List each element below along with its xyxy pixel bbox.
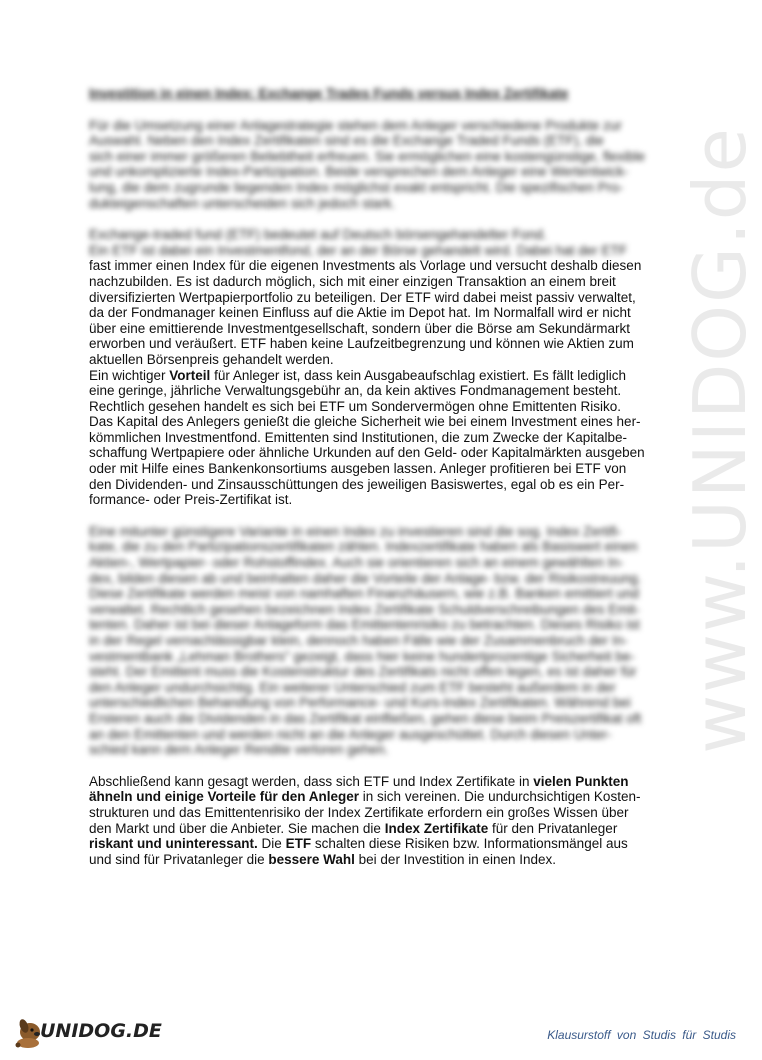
text-line: Das Kapital des Anlegers genießt die gleiche Sicherheit wie bei einem Investment eines her- <box>89 414 641 430</box>
watermark: www.UNIDOG.de <box>678 126 762 754</box>
text-line: Ein ETF ist dabei ein Investmentfond, der an der Börse gehandelt wird. Dabei hat der ETF <box>89 242 628 258</box>
text-line: an den Emittenten und werden nicht an die Anleger ausgeschüttet. Durch diesen Unter- <box>89 726 612 742</box>
text-span: bei der Investition in einen Index. <box>354 851 557 867</box>
text-line <box>89 836 665 852</box>
text-line: formance- oder Preis-Zertifikat ist. <box>89 492 293 508</box>
bold-text: ähneln und einige Vorteile für den Anleger <box>89 789 360 805</box>
document-title: Investition in einen Index: Exchange Trades Funds versus Index Zertifikate <box>89 86 569 101</box>
text-line: steht. Der Emittent muss die Kostenstruktur des Zertifikats nicht offen legen, es ist daher für <box>89 664 637 680</box>
text-line: Exchange-traded fund (ETF) bedeutet auf Deutsch börsengehandelter Fond. <box>89 227 547 243</box>
text-span: den Markt und über die Anbieter. Sie machen die <box>89 820 385 836</box>
text-line: über eine emittierende Investmentgesellschaft, sondern über die Börse am Sekundärmarkt <box>89 320 631 336</box>
text-line: dukteigenschaften unterscheiden sich jedoch stark. <box>89 195 396 211</box>
text-line: Diese Zertifikate werden meist von namhaften Finanzhäusern, wie z.B. Banken emittiert und <box>89 586 640 602</box>
text-line: kate, die zu den Partizipationszertifikaten zählen. Indexzertifikate haben als Basiswert einen <box>89 539 638 555</box>
text-line <box>89 821 665 837</box>
vorteil-paragraph <box>89 368 665 508</box>
text-line: verwaltet. Rechtlich gesehen bezeichnen Index Zertifikate Schuldverschreibungen des Emit- <box>89 601 640 617</box>
bold-text: Index Zertifikate <box>384 820 489 836</box>
text-line: Auswahl. Neben den Index Zertifikaten sind es die Exchange Traded Funds (ETF), die <box>89 133 604 149</box>
text-line: strukturen und das Emittentenrisiko der Index Zertifikate erfordern ein großes Wissen über <box>89 804 629 820</box>
text-span: für Anleger ist, dass kein Ausgabeaufschlag existiert. Es fällt lediglich <box>210 367 627 383</box>
text-line <box>89 852 665 868</box>
text-span: in sich vereinen. Die undurchsichtigen Kosten- <box>359 789 641 805</box>
text-line: kömmlichen Investmentfond. Emittenten sind Institutionen, die zum Zwecke der Kapitalbe- <box>89 429 628 445</box>
text-line: da der Fondmanager keinen Einfluss auf die Aktie im Depot hat. Im Normalfall wird er nicht <box>89 305 631 321</box>
zertifikate-paragraph <box>89 524 665 758</box>
text-span: Die <box>257 836 286 852</box>
bold-text: riskant und uninteressant. <box>89 836 258 852</box>
bold-text: ETF <box>285 836 312 852</box>
etf-paragraph <box>89 227 665 367</box>
text-line: aktuellen Börsenpreis gehandelt werden. <box>89 351 334 367</box>
text-line: den Dividenden- und Zinsausschüttungen des jeweiligen Basiswertes, egal ob es ein Per- <box>89 476 625 492</box>
bold-text: bessere Wahl <box>268 851 355 867</box>
text-line: den Anleger undurchsichtig. Ein weiterer Unterschied zum ETF besteht außerdem in der <box>89 679 616 695</box>
intro-paragraph <box>89 118 665 212</box>
text-line: schaffung Wertpapiere oder ähnliche Urkunden auf den Geld- oder Kapitalmärkten ausgeben <box>89 445 645 461</box>
text-span: und sind für Privatanleger die <box>89 851 269 867</box>
bold-text: Vorteil <box>169 367 211 383</box>
text-span: schalten diese Risiken bzw. Informationsmängel aus <box>311 836 628 852</box>
text-line: tenten. Daher ist bei dieser Anlageform das Emittentenrisiko zu betrachten. Dieses Risiko ist <box>89 617 640 633</box>
text-line: erworben und veräußert. ETF haben keine Laufzeitbegrenzung und können wie Aktien zum <box>89 336 634 352</box>
document-body <box>89 86 665 867</box>
logo-text: UNIDOG.DE <box>40 1020 162 1042</box>
text-line: unterschiedlichen Behandlung von Performance- und Kurs-Index Zertifikaten. Während bei <box>89 695 631 711</box>
text-line <box>89 774 665 790</box>
text-line: fast immer einen Index für die eigenen Investments als Vorlage und versucht deshalb diesen <box>89 258 642 274</box>
text-line: sich einer immer größeren Beliebtheit erfreuen. Sie ermöglichen eine kostengünstige, flexible <box>89 148 646 164</box>
conclusion-paragraph <box>89 774 665 868</box>
text-span: für den Privatanleger <box>488 820 618 836</box>
text-line: und unkomplizierte Index-Partizipation. Beide versprechen dem Anleger eine Wertentwick- <box>89 164 629 180</box>
text-line: lung, die dem zugrunde liegenden Index möglichst exakt entspricht. Die spezifischen Pro- <box>89 179 624 195</box>
text-line: diversifizierten Wertpapierportfolio zu beteiligen. Der ETF wird dabei meist passiv verwaltet, <box>89 289 636 305</box>
text-line <box>89 368 665 384</box>
footer-tagline: Klausurstoff von Studis für Studis <box>547 1028 736 1042</box>
text-span: Ein wichtiger <box>89 367 170 383</box>
bold-text: vielen Punkten <box>533 773 629 789</box>
text-line: Für die Umsetzung einer Anlagestrategie stehen dem Anleger verschiedene Produkte zur <box>89 117 622 133</box>
text-line <box>89 789 665 805</box>
text-line: Eine mitunter günstigere Variante in einen Index zu investieren sind die sog. Index Zertifi- <box>89 523 622 539</box>
etf-blurred-lines <box>89 227 665 258</box>
text-line: schied kann dem Anleger Rendite verloren gehen. <box>89 742 389 758</box>
text-line: oder mit Hilfe eines Bankenkonsortiums ausgeben lassen. Anleger profitieren bei ETF von <box>89 461 627 477</box>
text-line: Ersteren auch die Dividenden in das Zertifikat einfließen, gehen diese beim Preiszertifikat oft <box>89 710 642 726</box>
text-line: in der Regel vernachlässigbar klein, dennoch haben Fälle wie der Zusammenbruch der In- <box>89 633 628 648</box>
text-line: nachzubilden. Es ist dadurch möglich, sich mit einer einzigen Transaktion an einem breit <box>89 273 616 289</box>
text-line: Aktien-, Wertpapier- oder Rohstoffindex. Auch sie orientieren sich an einem gewählten In- <box>89 555 624 571</box>
text-span: Abschließend kann gesagt werden, dass sich ETF und Index Zertifikate in <box>89 773 534 789</box>
text-line: Rechtlich gesehen handelt es sich bei ETF um Sondervermögen ohne Emittenten Risiko. <box>89 398 622 414</box>
text-line: eine geringe, jährliche Verwaltungsgebühr an, da kein aktives Fondmanagement besteht. <box>89 383 622 399</box>
text-line: vestmentbank „Lehman Brothers" gezeigt, dass hier keine hundertprozentige Sicherheit be- <box>89 648 635 664</box>
text-line: dex, bilden diesen ab und beinhalten daher die Vorteile der Anlage- bzw. der Risikostreuung. <box>89 570 642 586</box>
